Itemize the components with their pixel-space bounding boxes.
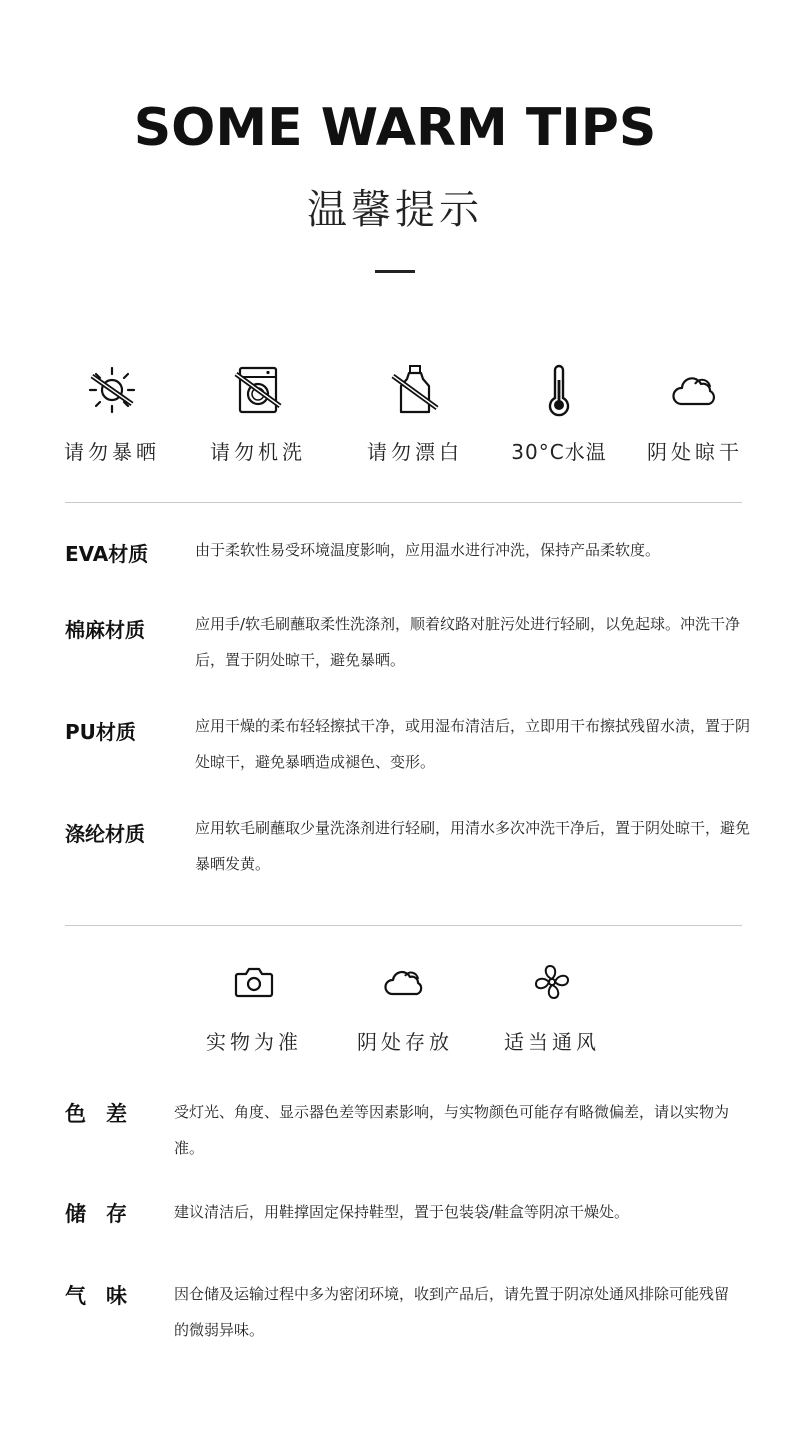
cloud-icon bbox=[669, 362, 721, 418]
note-desc: 因仓储及运输过程中多为密闭环境，收到产品后，请先置于阴凉处通风排除可能残留的微弱异味。 bbox=[174, 1285, 730, 1339]
care-item-no-bleach bbox=[340, 362, 490, 465]
note-desc: 建议清洁后，用鞋撑固定保持鞋型，置于包装袋/鞋盒等阴凉干燥处。 bbox=[174, 1203, 630, 1221]
camera-icon bbox=[232, 962, 276, 1002]
tip-item-actual-object bbox=[179, 962, 329, 1055]
care-label-shade-dry: 阴处晾干 bbox=[647, 440, 743, 464]
care-item-shade-dry bbox=[620, 362, 770, 465]
material-desc: 应用软毛刷蘸取少量洗涤剂进行轻刷，用清水多次冲洗干净后，置于阴处晾干，避免暴晒发黄。 bbox=[195, 819, 751, 873]
material-name: 涤纶材质 bbox=[65, 822, 145, 846]
material-row-polyester bbox=[65, 818, 755, 898]
fan-icon bbox=[530, 962, 574, 1002]
title-chinese: 温馨提示 bbox=[307, 187, 483, 233]
cloud-icon bbox=[383, 962, 427, 1002]
care-item-no-sun bbox=[37, 362, 187, 465]
no-bleach-icon bbox=[389, 362, 441, 418]
care-item-water-temp bbox=[484, 362, 634, 465]
note-row-storage bbox=[65, 1198, 755, 1238]
care-label-water-temp: 30°C水温 bbox=[511, 440, 607, 464]
material-name: PU材质 bbox=[65, 720, 136, 744]
material-desc: 应用干燥的柔布轻轻擦拭干净，或用湿布清洁后，立即用干布擦拭残留水渍，置于阴处晾干，避免暴晒造成褪色、变形。 bbox=[195, 717, 751, 771]
note-row-color-difference bbox=[65, 1098, 755, 1178]
care-label-no-machine-wash: 请勿机洗 bbox=[210, 440, 306, 464]
note-name: 色差 bbox=[65, 1102, 147, 1126]
material-name: 棉麻材质 bbox=[65, 618, 145, 642]
care-label-no-sun: 请勿暴晒 bbox=[64, 440, 160, 464]
section-divider-top bbox=[65, 502, 742, 503]
care-icons-row bbox=[0, 362, 790, 472]
care-item-no-machine-wash bbox=[183, 362, 333, 465]
no-machine-wash-icon bbox=[232, 362, 284, 418]
note-desc: 受灯光、角度、显示器色差等因素影响，与实物颜色可能存有略微偏差，请以实物为准。 bbox=[174, 1103, 730, 1157]
title-divider bbox=[375, 270, 415, 273]
material-desc: 由于柔软性易受环境温度影响，应用温水进行冲洗，保持产品柔软度。 bbox=[195, 541, 661, 559]
note-name: 气味 bbox=[65, 1284, 147, 1308]
care-label-no-bleach: 请勿漂白 bbox=[367, 440, 463, 464]
note-name: 储存 bbox=[65, 1202, 147, 1226]
material-desc: 应用手/软毛刷蘸取柔性洗涤剂，顺着纹路对脏污处进行轻刷，以免起球。冲洗干净后，置于阴处晾干，避免暴晒。 bbox=[195, 615, 741, 669]
tip-label-ventilation: 适当通风 bbox=[504, 1030, 600, 1054]
note-row-odor bbox=[65, 1280, 755, 1360]
tip-label-shade-storage: 阴处存放 bbox=[357, 1030, 453, 1054]
material-row-eva bbox=[65, 538, 755, 578]
material-name: EVA材质 bbox=[65, 542, 149, 566]
tip-item-shade-storage bbox=[330, 962, 480, 1055]
tip-item-ventilation bbox=[477, 962, 627, 1055]
thermometer-icon bbox=[533, 362, 585, 418]
material-row-cotton-linen bbox=[65, 614, 755, 694]
title-english: SOME WARM TIPS bbox=[133, 98, 657, 158]
no-sun-icon bbox=[86, 362, 138, 418]
section-divider-middle bbox=[65, 925, 742, 926]
tip-label-actual-object: 实物为准 bbox=[206, 1030, 302, 1054]
material-row-pu bbox=[65, 716, 755, 796]
